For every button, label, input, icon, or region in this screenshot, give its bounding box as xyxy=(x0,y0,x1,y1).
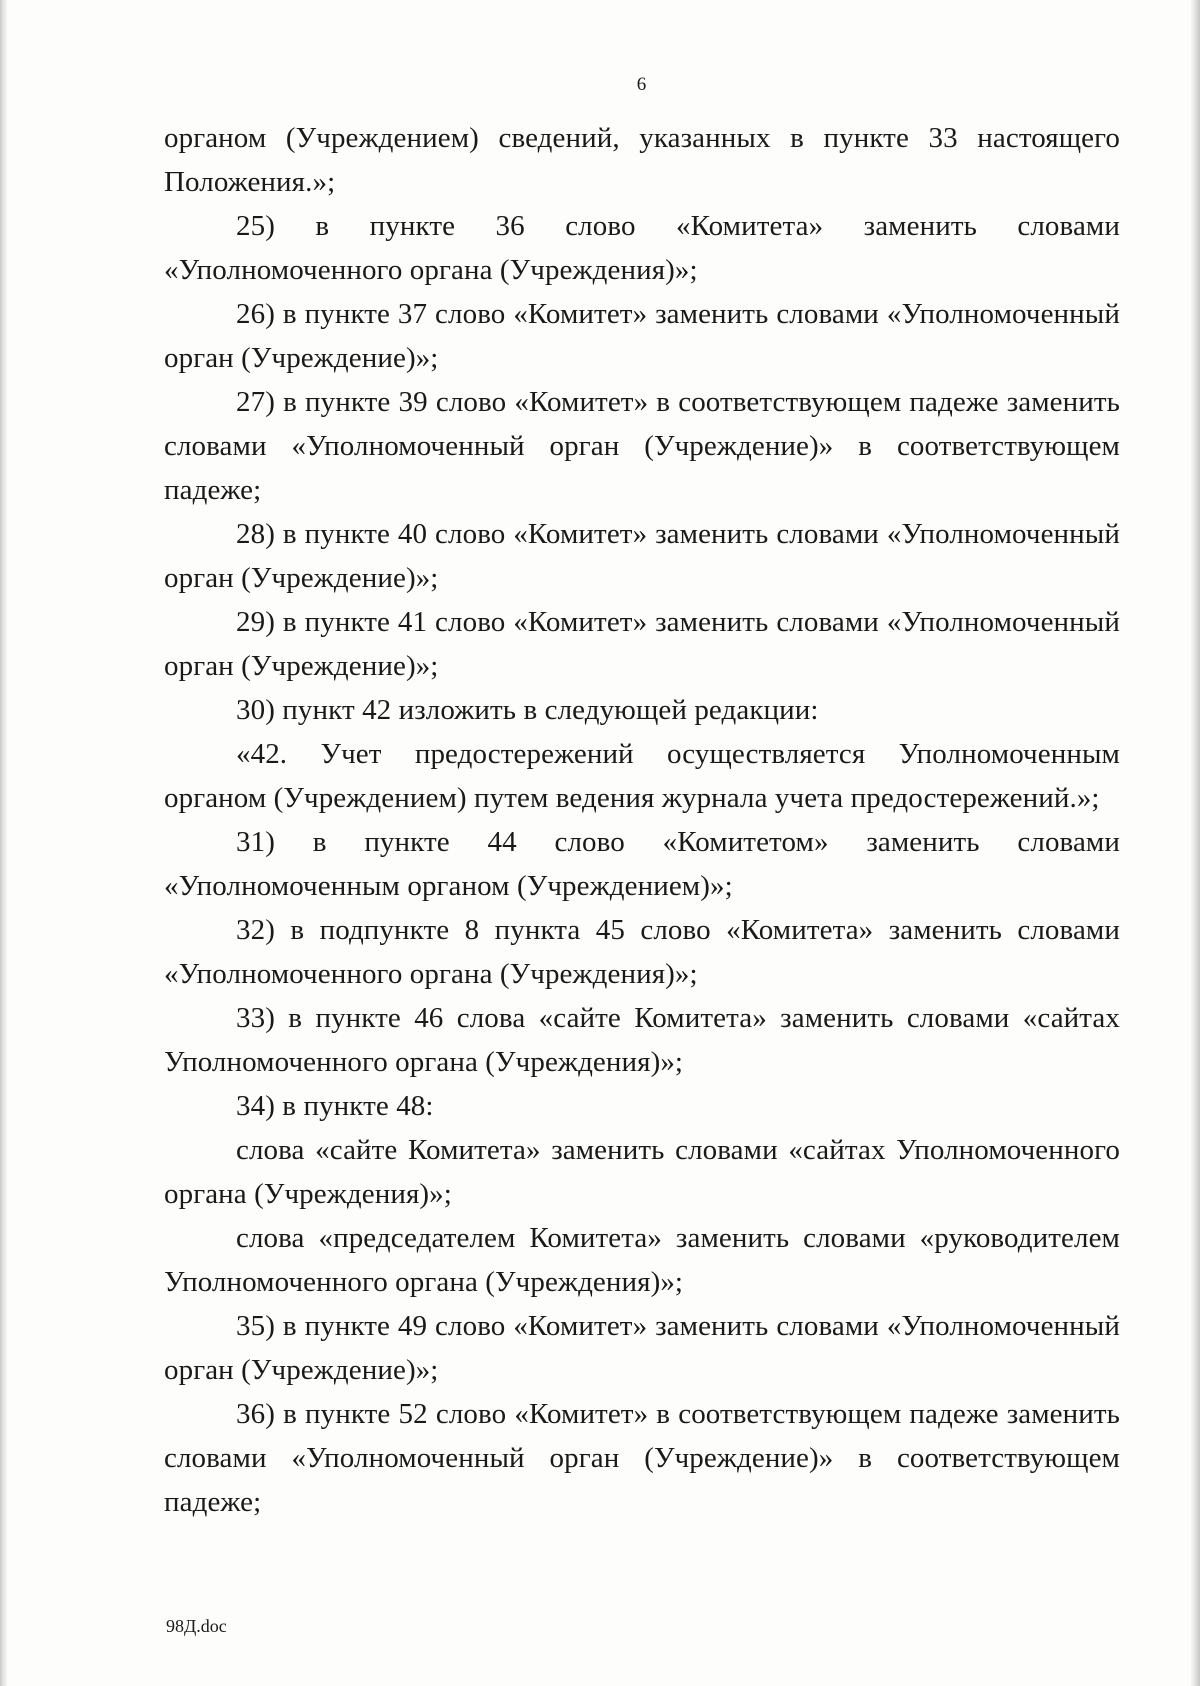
page-number: 6 xyxy=(636,74,647,95)
paragraph-item-30: 30) пункт 42 изложить в следующей редакции: xyxy=(236,694,819,726)
paragraph-item-31: 31) в пункте 44 слово «Комитетом» заменить словами «Уполномоченным органом (Учреждением)»; xyxy=(164,826,1120,902)
paragraph-continuation: органом (Учреждением) сведений, указанных в пункте 33 настоящего Положения.»; xyxy=(164,122,1120,198)
paragraph-item-32: 32) в подпункте 8 пункта 45 слово «Комитета» заменить словами «Уполномоченного органа (Учреждения)»; xyxy=(164,914,1120,990)
document-footer-filename: 98Д.doc xyxy=(166,1616,227,1636)
paragraph-item-42-text: «42. Учет предостережений осуществляется Уполномоченным органом (Учреждением) путем ведения журнала учета предостережений.»; xyxy=(164,738,1120,814)
paragraph-item-34-sub-2: слова «председателем Комитета» заменить словами «руководителем Уполномоченного органа (Учреждения)»; xyxy=(164,1222,1120,1298)
paragraph-item-25: 25) в пункте 36 слово «Комитета» заменить словами «Уполномоченного органа (Учреждения)»; xyxy=(164,210,1120,286)
document-body xyxy=(164,116,1120,1524)
paragraph-item-36: 36) в пункте 52 слово «Комитет» в соответствующем падеже заменить словами «Уполномоченный орган (Учреждение)» в соответствующем падеже; xyxy=(164,1398,1120,1518)
paragraph-item-35: 35) в пункте 49 слово «Комитет» заменить словами «Уполномоченный орган (Учреждение)»; xyxy=(164,1310,1120,1386)
paragraph-item-26: 26) в пункте 37 слово «Комитет» заменить словами «Уполномоченный орган (Учреждение)»; xyxy=(164,298,1120,374)
paragraph-item-27: 27) в пункте 39 слово «Комитет» в соответствующем падеже заменить словами «Уполномоченный орган (Учреждение)» в соответствующем падеже; xyxy=(164,386,1120,506)
paragraph-item-29: 29) в пункте 41 слово «Комитет» заменить словами «Уполномоченный орган (Учреждение)»; xyxy=(164,606,1120,682)
scan-edge-right xyxy=(1191,0,1200,1686)
scan-edge-left xyxy=(0,0,7,1686)
paragraph-item-28: 28) в пункте 40 слово «Комитет» заменить словами «Уполномоченный орган (Учреждение)»; xyxy=(164,518,1120,594)
paragraph-item-33: 33) в пункте 46 слова «сайте Комитета» заменить словами «сайтах Уполномоченного органа (Учреждения)»; xyxy=(164,1002,1120,1078)
paragraph-item-34-sub-1: слова «сайте Комитета» заменить словами «сайтах Уполномоченного органа (Учреждения)»; xyxy=(164,1134,1120,1210)
paragraph-item-34: 34) в пункте 48: xyxy=(236,1090,434,1122)
